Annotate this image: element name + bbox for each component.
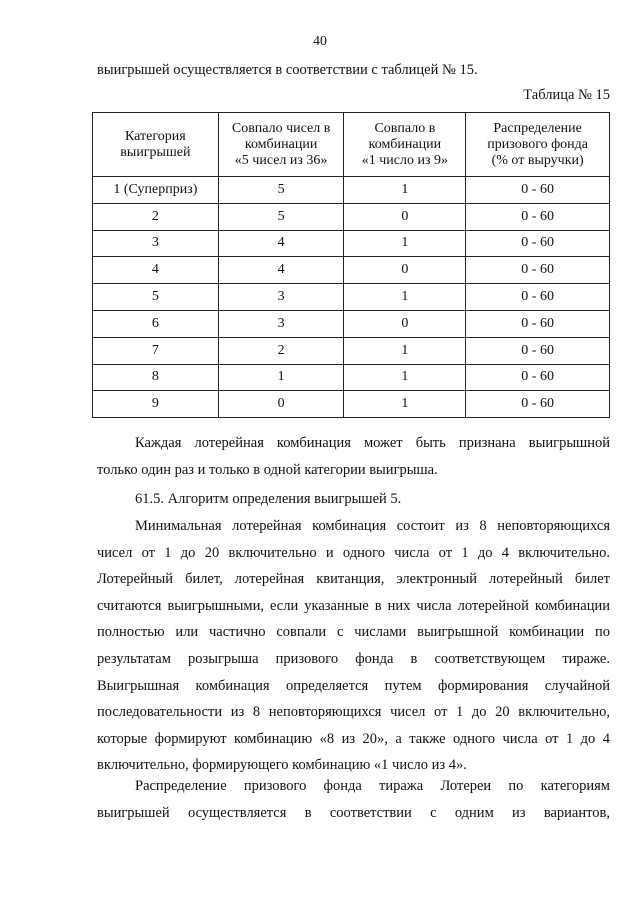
intro-line: выигрышей осуществляется в соответствии с таблицей № 15. [97,62,478,78]
cell-category: 3 [93,230,219,257]
table-row [93,337,610,364]
paragraph-algorithm [97,513,610,779]
cell-prize-fund: 0 - 60 [466,203,610,230]
cell-prize-fund: 0 - 60 [466,364,610,391]
cell-category: 8 [93,364,219,391]
cell-matched-1of9: 1 [344,337,466,364]
paragraph-line: включительно, формирующего комбинацию «1 число из 4». [97,757,467,774]
paragraph-line: считаются выигрышными, если указанные в них числа лотерейной комбинации [97,597,610,614]
cell-category: 9 [93,391,219,418]
cell-matched-1of9: 1 [344,284,466,311]
cell-prize-fund: 0 - 60 [466,257,610,284]
cell-prize-fund: 0 - 60 [466,177,610,204]
header-matched-5of36: Совпало чисел в комбинации «5 чисел из 36» [218,113,344,177]
cell-matched-1of9: 1 [344,230,466,257]
cell-matched-1of9: 1 [344,391,466,418]
cell-category: 5 [93,284,219,311]
cell-matched-5of36: 5 [218,177,344,204]
cell-matched-5of36: 4 [218,257,344,284]
cell-matched-5of36: 4 [218,230,344,257]
paragraph-line: выигрышей осуществляется в соответствии с одним из вариантов, [97,804,610,821]
cell-matched-5of36: 5 [218,203,344,230]
table-row [93,310,610,337]
paragraph-line: Минимальная лотерейная комбинация состоит из 8 неповторяющихся [135,518,610,534]
paragraph-line: последовательности из 8 неповторяющихся чисел от 1 до 20 включительно, [97,704,610,721]
paragraph-line: полностью или частично совпали с числами выигрышной комбинации по [97,624,610,641]
cell-prize-fund: 0 - 60 [466,337,610,364]
header-matched-1of9: Совпало в комбинации «1 число из 9» [344,113,466,177]
cell-matched-1of9: 0 [344,257,466,284]
cell-matched-5of36: 3 [218,310,344,337]
cell-category: 7 [93,337,219,364]
cell-prize-fund: 0 - 60 [466,230,610,257]
table-row [93,391,610,418]
cell-matched-5of36: 2 [218,337,344,364]
table-row [93,257,610,284]
paragraph-line: Распределение призового фонда тиража Лотереи по категориям [135,778,610,794]
table-row [93,177,610,204]
section-heading-61-5: 61.5. Алгоритм определения выигрышей 5. [135,491,402,507]
cell-prize-fund: 0 - 60 [466,391,610,418]
cell-matched-1of9: 1 [344,364,466,391]
paragraph-line: только один раз и только в одной категории выигрыша. [97,461,438,478]
table-row [93,230,610,257]
table-row [93,203,610,230]
paragraph-distribution [97,773,610,826]
paragraph-line: Выигрышная комбинация определяется путем формирования случайной [97,677,610,694]
cell-category: 4 [93,257,219,284]
paragraph-line: которые формируют комбинацию «8 из 20», а также одного числа от 1 до 4 [97,730,610,747]
cell-prize-fund: 0 - 60 [466,284,610,311]
paragraph-single-win [97,430,610,483]
table-caption: Таблица № 15 [523,87,610,103]
paragraph-line: Лотерейный билет, лотерейная квитанция, электронный лотерейный билет [97,571,610,588]
cell-matched-5of36: 3 [218,284,344,311]
cell-matched-1of9: 1 [344,177,466,204]
cell-prize-fund: 0 - 60 [466,310,610,337]
cell-category: 1 (Суперприз) [93,177,219,204]
header-prize-fund: Распределение призового фонда (% от выручки) [466,113,610,177]
table-row [93,364,610,391]
paragraph-line: результатам розыгрыша призового фонда в соответствующем тираже. [97,650,610,667]
cell-matched-1of9: 0 [344,310,466,337]
cell-matched-5of36: 0 [218,391,344,418]
header-category: Категория выигрышей [93,113,219,177]
cell-matched-1of9: 0 [344,203,466,230]
cell-matched-5of36: 1 [218,364,344,391]
prize-category-table [92,112,610,418]
table-row [93,284,610,311]
page-number: 40 [313,34,327,49]
cell-category: 2 [93,203,219,230]
paragraph-line: Каждая лотерейная комбинация может быть признана выигрышной [135,435,610,451]
paragraph-line: чисел от 1 до 20 включительно и одного числа от 1 до 4 включительно. [97,544,610,561]
cell-category: 6 [93,310,219,337]
table-header-row [93,113,610,177]
